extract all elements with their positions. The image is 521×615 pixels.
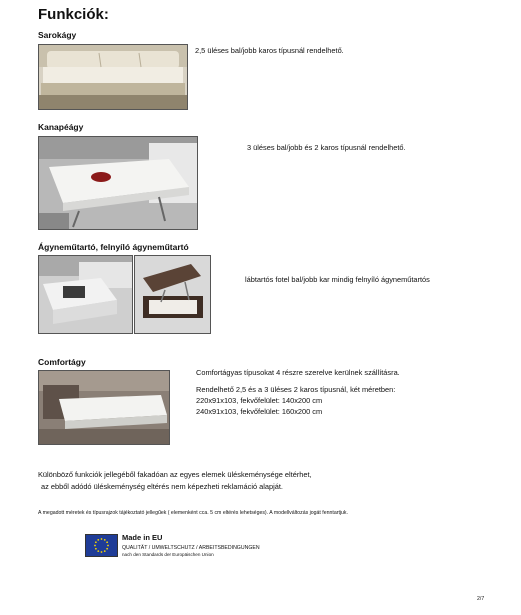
eu-star-icon (95, 541, 97, 543)
section-heading-kanapeagy: Kanapéágy (38, 122, 84, 132)
storage-drawer-photo (38, 255, 133, 334)
page-number: 2/7 (477, 596, 485, 602)
eu-star-icon (106, 541, 108, 543)
lift-storage-photo (134, 255, 211, 334)
comfortagy-text-4: 240x91x103, fekvőfelület: 160x200 cm (196, 407, 323, 416)
eu-star-icon (97, 539, 99, 541)
eu-quality-line: QUALITÄT / UMWELTSCHUTZ / ARBEITSBEDINGUNGEN (122, 545, 260, 551)
sofa-bed-photo (38, 136, 198, 230)
page-title: Funkciók: (38, 6, 109, 23)
comfortagy-text-1: Comfortágyas típusokat 4 részre szerelve kerülnek szállításra. (196, 368, 400, 377)
agynemutarto-text: lábtartós fotel bal/jobb kar mindig felnyíló ágyneműtartós (245, 275, 430, 284)
section-heading-sarokagy: Sarokágy (38, 30, 77, 40)
eu-star-icon (106, 548, 108, 550)
sarokagy-text: 2,5 üléses bal/jobb karos típusnál rendelhető. (195, 46, 344, 55)
eu-star-icon (107, 545, 109, 547)
comfort-bed-photo (38, 370, 170, 445)
eu-star-icon (95, 548, 97, 550)
section-heading-agynemutarto: Ágyneműtartó, felnyíló ágyneműtartó (38, 242, 189, 252)
notice-line-1: Különböző funkciók jellegéből fakadóan az egyes elemek üléskeménysége eltérhet, (38, 470, 312, 479)
eu-star-icon (104, 539, 106, 541)
comfortagy-text-2: Rendelhető 2,5 és a 3 üléses 2 karos típusnál, két méretben: (196, 385, 396, 394)
eu-star-icon (104, 550, 106, 552)
eu-star-icon (94, 545, 96, 547)
disclaimer: A megadott méretek és típusrajzok tájékoztató jellegűek ( elemenként cca. 5 cm eltérés lehetséges). A modellváltozás jogát fenntartjuk. (38, 510, 348, 516)
section-heading-comfortagy: Comfortágy (38, 357, 86, 367)
eu-star-icon (101, 538, 103, 540)
eu-flag-icon (85, 534, 118, 557)
eu-standards-line: nach den Standards der Europäischen Union (122, 552, 214, 557)
comfortagy-text-3: 220x91x103, fekvőfelület: 140x200 cm (196, 396, 323, 405)
eu-star-icon (101, 551, 103, 553)
eu-star-icon (97, 550, 99, 552)
made-in-eu-title: Made in EU (122, 533, 163, 542)
corner-bed-photo (38, 44, 188, 110)
kanapeagy-text: 3 üléses bal/jobb és 2 karos típusnál rendelhető. (247, 143, 406, 152)
notice-line-2: az ebből adódó üléskeménység eltérés nem képezheti reklamáció alapját. (41, 482, 283, 491)
